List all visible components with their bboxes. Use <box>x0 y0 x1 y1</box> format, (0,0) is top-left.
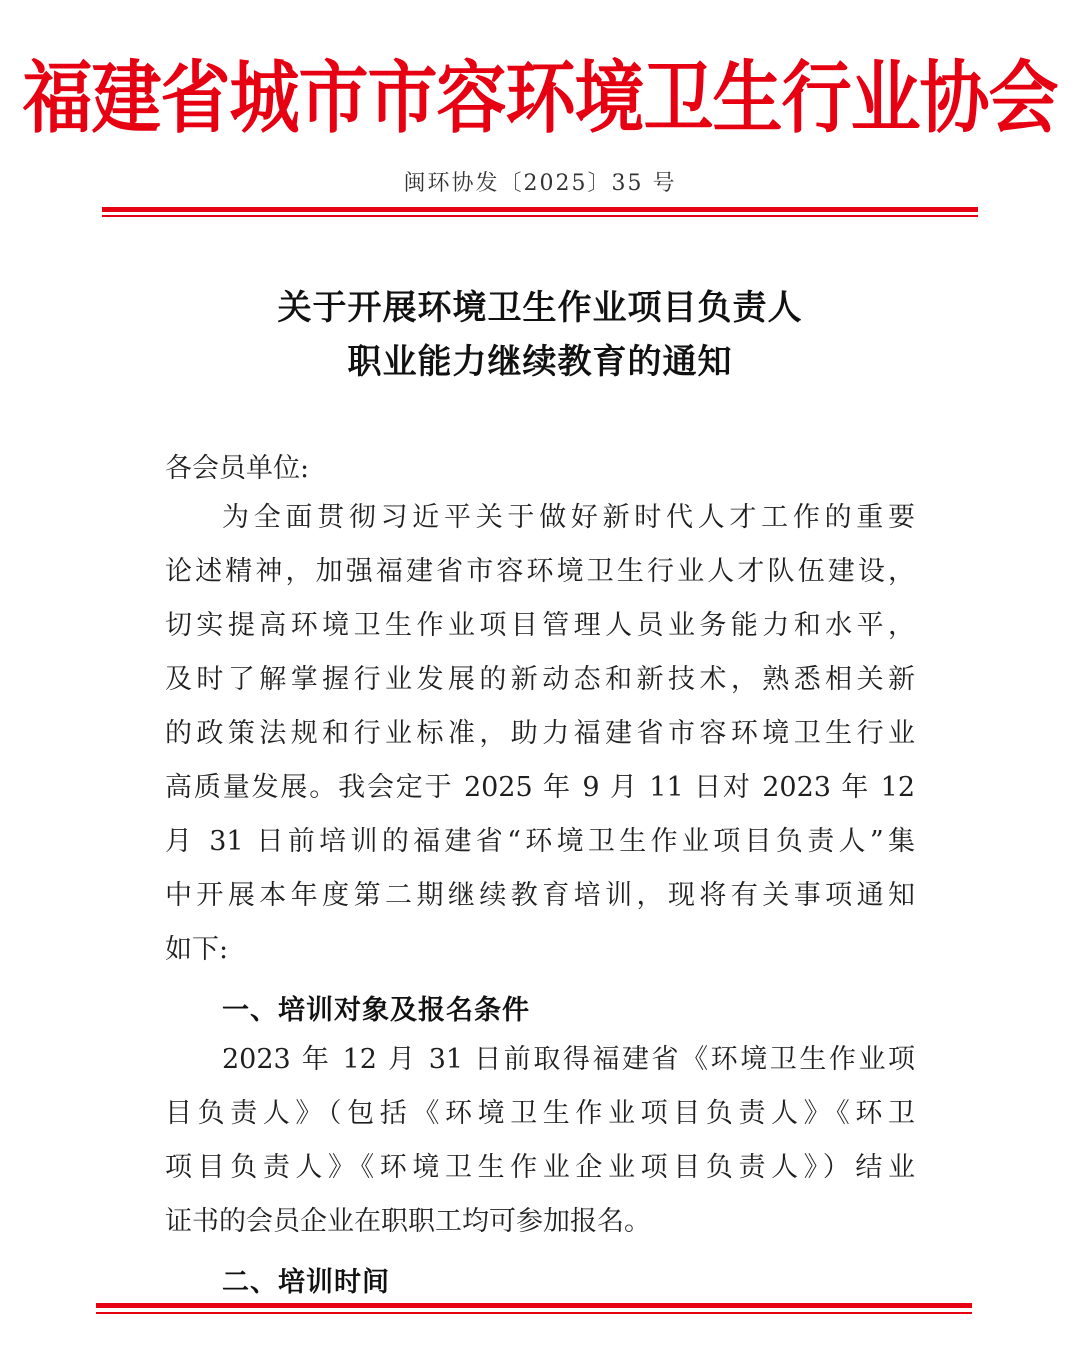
document-number: 闽环协发〔2025〕35 号 <box>403 171 677 196</box>
paragraph1-line: 月 31 日前培训的福建省“环境卫生作业项目负责人”集 <box>165 826 915 857</box>
footer-divider-thin <box>96 1312 972 1314</box>
section2-heading: 二、培训时间 <box>222 1267 390 1298</box>
paragraph2-line: 2023 年 12 月 31 日前取得福建省《环境卫生作业项 <box>222 1044 915 1075</box>
section1-heading: 一、培训对象及报名条件 <box>222 995 530 1026</box>
paragraph1-line: 高质量发展。我会定于 2025 年 9 月 11 日对 2023 年 12 <box>165 772 915 803</box>
paragraph2-line: 项目负责人》《环境卫生作业企业项目负责人》）结业 <box>165 1152 915 1183</box>
paragraph1-line: 为全面贯彻习近平关于做好新时代人才工作的重要 <box>222 502 915 533</box>
header-divider-thin <box>102 215 978 217</box>
paragraph1-line: 及时了解掌握行业发展的新动态和新技术，熟悉相关新 <box>165 664 915 695</box>
paragraph1-line: 切实提高环境卫生作业项目管理人员业务能力和水平， <box>165 610 915 641</box>
footer-divider-thick <box>96 1303 972 1308</box>
paragraph1-line: 的政策法规和行业标准，助力福建省市容环境卫生行业 <box>165 718 915 749</box>
paragraph1-line: 如下: <box>165 934 229 965</box>
document-title-line-2: 职业能力继续教育的通知 <box>347 342 733 382</box>
org-name-header: 福建省城市市容环境卫生行业协会 <box>22 50 1058 144</box>
paragraph1-line: 论述精神，加强福建省市容环境卫生行业人才队伍建设， <box>165 556 915 587</box>
paragraph1-line: 中开展本年度第二期继续教育培训，现将有关事项通知 <box>165 880 915 911</box>
paragraph2-line: 目负责人》（包括《环境卫生作业项目负责人》《环卫 <box>165 1098 915 1129</box>
document-title-line-1: 关于开展环境卫生作业项目负责人 <box>277 288 803 328</box>
paragraph2-line: 证书的会员企业在职职工均可参加报名。 <box>165 1206 651 1237</box>
salutation: 各会员单位: <box>165 453 310 484</box>
header-divider-thick <box>102 207 978 212</box>
